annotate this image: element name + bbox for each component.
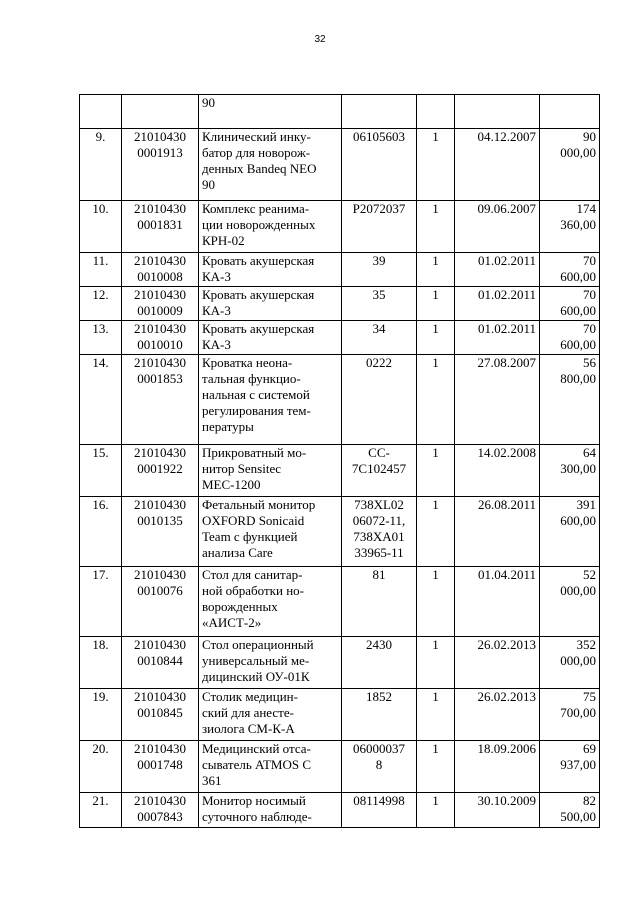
cell-cost: 90 000,00 [540,129,600,201]
cell-cost: 70 600,00 [540,253,600,287]
cell-quantity [417,95,455,129]
inventory-table [79,94,600,828]
cell-item-name: Стол для санитар- ной обработки но- ворожденных «АИСТ-2» [199,567,342,637]
cell-inventory-code: 21010430 0001748 [122,741,199,793]
table-row [80,201,600,253]
cell-row-number: 11. [80,253,122,287]
cell-row-number: 19. [80,689,122,741]
cell-quantity: 1 [417,129,455,201]
table-row [80,287,600,321]
cell-item-name: Кровать акушерская КА-3 [199,287,342,321]
cell-cost: 69 937,00 [540,741,600,793]
table-row [80,129,600,201]
cell-row-number: 14. [80,355,122,445]
cell-date: 09.06.2007 [455,201,540,253]
table-row [80,355,600,445]
cell-date: 26.08.2011 [455,497,540,567]
cell-serial-number: 35 [342,287,417,321]
cell-cost: 56 800,00 [540,355,600,445]
table-row [80,321,600,355]
cell-date: 18.09.2006 [455,741,540,793]
cell-inventory-code: 21010430 0001913 [122,129,199,201]
cell-inventory-code: 21010430 0010135 [122,497,199,567]
cell-serial-number [342,95,417,129]
cell-item-name: Фетальный монитор OXFORD Sonicaid Team с функцией анализа Care [199,497,342,567]
cell-cost: 75 700,00 [540,689,600,741]
cell-item-name: Клинический инку- батор для новорож- денных Bandeq NEO 90 [199,129,342,201]
table-row [80,445,600,497]
cell-row-number [80,95,122,129]
cell-cost: 52 000,00 [540,567,600,637]
cell-row-number: 20. [80,741,122,793]
cell-row-number: 16. [80,497,122,567]
table-row [80,95,600,129]
cell-serial-number: 34 [342,321,417,355]
cell-quantity: 1 [417,567,455,637]
cell-inventory-code: 21010430 0001831 [122,201,199,253]
cell-inventory-code: 21010430 0010844 [122,637,199,689]
cell-serial-number: P2072037 [342,201,417,253]
table-row [80,497,600,567]
cell-inventory-code: 21010430 0010008 [122,253,199,287]
cell-serial-number: 06000037 8 [342,741,417,793]
cell-inventory-code: 21010430 0001853 [122,355,199,445]
cell-item-name: Кроватка неона- тальная функцио- нальная с системой регулирования тем- пературы [199,355,342,445]
cell-serial-number: 2430 [342,637,417,689]
cell-date: 26.02.2013 [455,689,540,741]
cell-date: 27.08.2007 [455,355,540,445]
cell-quantity: 1 [417,445,455,497]
cell-quantity: 1 [417,321,455,355]
table-row [80,741,600,793]
cell-item-name: Комплекс реанима- ции новорожденных КРН-02 [199,201,342,253]
cell-row-number: 13. [80,321,122,355]
cell-row-number: 17. [80,567,122,637]
cell-serial-number: 1852 [342,689,417,741]
cell-date: 01.02.2011 [455,253,540,287]
cell-cost [540,95,600,129]
cell-cost: 82 500,00 [540,793,600,828]
cell-quantity: 1 [417,355,455,445]
cell-cost: 70 600,00 [540,321,600,355]
cell-row-number: 18. [80,637,122,689]
cell-item-name: Стол операционный универсальный ме- дицинский ОУ-01К [199,637,342,689]
cell-item-name: 90 [199,95,342,129]
cell-date: 26.02.2013 [455,637,540,689]
cell-row-number: 15. [80,445,122,497]
cell-cost: 174 360,00 [540,201,600,253]
cell-quantity: 1 [417,201,455,253]
cell-serial-number: СС- 7С102457 [342,445,417,497]
cell-serial-number: 81 [342,567,417,637]
table-row [80,793,600,828]
cell-cost: 70 600,00 [540,287,600,321]
cell-date: 30.10.2009 [455,793,540,828]
cell-quantity: 1 [417,637,455,689]
cell-inventory-code: 21010430 0010845 [122,689,199,741]
cell-inventory-code: 21010430 0001922 [122,445,199,497]
cell-serial-number: 738XL02 06072-11, 738XA01 33965-11 [342,497,417,567]
cell-quantity: 1 [417,253,455,287]
cell-date [455,95,540,129]
cell-cost: 64 300,00 [540,445,600,497]
cell-row-number: 10. [80,201,122,253]
cell-row-number: 21. [80,793,122,828]
cell-date: 01.02.2011 [455,287,540,321]
table-row [80,567,600,637]
cell-item-name: Кровать акушерская КА-3 [199,321,342,355]
cell-serial-number: 0222 [342,355,417,445]
cell-date: 01.04.2011 [455,567,540,637]
cell-item-name: Прикроватный мо- нитор Sensitec MEC-1200 [199,445,342,497]
cell-row-number: 12. [80,287,122,321]
cell-inventory-code [122,95,199,129]
cell-quantity: 1 [417,497,455,567]
cell-serial-number: 08114998 [342,793,417,828]
page-number: 32 [314,34,326,45]
cell-inventory-code: 21010430 0010009 [122,287,199,321]
cell-item-name: Столик медицин- ский для анесте- зиолога СМ-К-А [199,689,342,741]
cell-item-name: Медицинский отса- сыватель ATMOS C 361 [199,741,342,793]
cell-date: 01.02.2011 [455,321,540,355]
cell-serial-number: 39 [342,253,417,287]
cell-row-number: 9. [80,129,122,201]
cell-item-name: Монитор носимый суточного наблюде- [199,793,342,828]
cell-quantity: 1 [417,287,455,321]
cell-item-name: Кровать акушерская КА-3 [199,253,342,287]
table-row [80,637,600,689]
cell-inventory-code: 21010430 0010010 [122,321,199,355]
cell-date: 04.12.2007 [455,129,540,201]
cell-quantity: 1 [417,793,455,828]
cell-quantity: 1 [417,689,455,741]
cell-date: 14.02.2008 [455,445,540,497]
cell-cost: 352 000,00 [540,637,600,689]
cell-cost: 391 600,00 [540,497,600,567]
cell-inventory-code: 21010430 0007843 [122,793,199,828]
cell-serial-number: 06105603 [342,129,417,201]
cell-inventory-code: 21010430 0010076 [122,567,199,637]
table-row [80,689,600,741]
table-row [80,253,600,287]
cell-quantity: 1 [417,741,455,793]
